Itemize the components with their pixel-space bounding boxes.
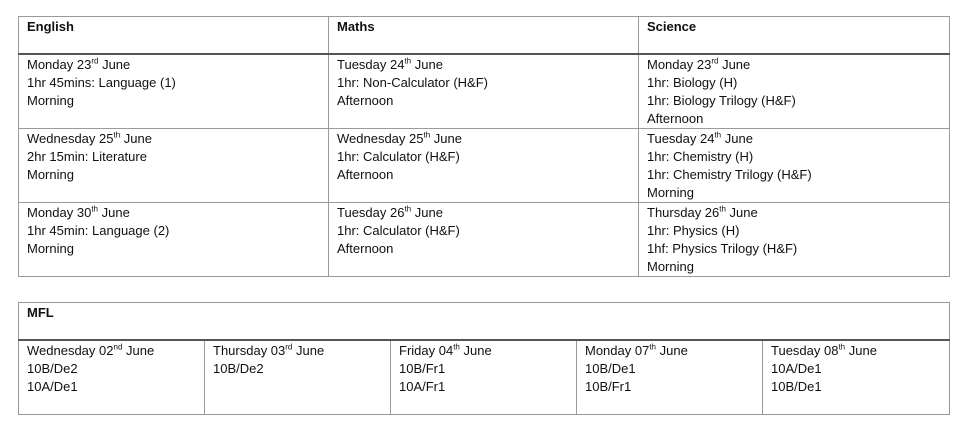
exam-date bbox=[771, 342, 941, 360]
exam-date bbox=[337, 130, 630, 148]
date-suffix: th bbox=[404, 204, 412, 214]
mfl-cell bbox=[763, 340, 950, 415]
exam-detail: 10B/Fr1 bbox=[585, 379, 632, 394]
date-suffix: rd bbox=[711, 56, 719, 66]
exam-date bbox=[27, 56, 320, 74]
exam-detail: 1hr: Physics (H) bbox=[647, 223, 740, 238]
exam-detail: 1hf: Physics Trilogy (H&F) bbox=[647, 241, 798, 256]
date-day: Tuesday 24 bbox=[337, 57, 405, 72]
exam-detail: 1hr: Biology Trilogy (H&F) bbox=[647, 93, 796, 108]
exam-header-row bbox=[19, 17, 950, 55]
date-suffix: rd bbox=[285, 342, 293, 352]
exam-detail: 1hr: Calculator (H&F) bbox=[337, 149, 460, 164]
header-science: Science bbox=[639, 17, 950, 55]
exam-date bbox=[27, 204, 320, 222]
exam-detail: Afternoon bbox=[647, 111, 704, 126]
exam-cell bbox=[19, 129, 329, 203]
exam-detail: 10B/De2 bbox=[27, 361, 78, 376]
date-month: June bbox=[292, 343, 325, 358]
exam-detail: 10B/De1 bbox=[771, 379, 822, 394]
table-row bbox=[19, 203, 950, 277]
exam-date bbox=[399, 342, 568, 360]
exam-detail: 10B/De1 bbox=[585, 361, 636, 376]
date-month: June bbox=[725, 205, 758, 220]
date-suffix: th bbox=[714, 130, 722, 140]
exam-timetable bbox=[18, 16, 950, 277]
exam-cell bbox=[19, 54, 329, 129]
mfl-header-row bbox=[19, 303, 950, 341]
date-month: June bbox=[721, 131, 753, 146]
exam-detail: 10A/Fr1 bbox=[399, 379, 446, 394]
exam-cell bbox=[329, 54, 639, 129]
date-month: June bbox=[411, 57, 443, 72]
date-suffix: th bbox=[404, 56, 412, 66]
date-day: Thursday 03 bbox=[213, 343, 286, 358]
mfl-cell bbox=[577, 340, 763, 415]
exam-detail: Afternoon bbox=[337, 167, 394, 182]
date-day: Thursday 26 bbox=[647, 205, 720, 220]
date-suffix: th bbox=[719, 204, 726, 214]
date-day: Wednesday 02 bbox=[27, 343, 114, 358]
exam-detail: 2hr 15min: Literature bbox=[27, 149, 147, 164]
exam-detail: 10A/De1 bbox=[771, 361, 822, 376]
date-month: June bbox=[845, 343, 877, 358]
date-month: June bbox=[98, 205, 130, 220]
date-suffix: th bbox=[649, 342, 656, 352]
exam-date bbox=[213, 342, 382, 360]
mfl-cell bbox=[205, 340, 391, 415]
date-suffix: th bbox=[113, 130, 121, 140]
exam-detail: Morning bbox=[27, 241, 74, 256]
mfl-timetable bbox=[18, 302, 950, 415]
date-day: Wednesday 25 bbox=[27, 131, 114, 146]
exam-date bbox=[647, 204, 941, 222]
exam-cell bbox=[639, 54, 950, 129]
exam-detail: 10A/De1 bbox=[27, 379, 78, 394]
exam-date bbox=[27, 342, 196, 360]
exam-cell bbox=[329, 203, 639, 277]
date-suffix: th bbox=[453, 342, 460, 352]
exam-cell bbox=[329, 129, 639, 203]
date-suffix: nd bbox=[113, 342, 123, 352]
exam-detail: 1hr: Chemistry Trilogy (H&F) bbox=[647, 167, 812, 182]
exam-detail: 1hr: Calculator (H&F) bbox=[337, 223, 460, 238]
date-month: June bbox=[459, 343, 492, 358]
exam-detail: Afternoon bbox=[337, 241, 394, 256]
mfl-cell bbox=[19, 340, 205, 415]
exam-detail: Morning bbox=[647, 259, 694, 274]
date-suffix: th bbox=[838, 342, 846, 352]
exam-detail: Afternoon bbox=[337, 93, 394, 108]
date-month: June bbox=[122, 343, 155, 358]
exam-date bbox=[27, 130, 320, 148]
exam-detail: 10B/De2 bbox=[213, 361, 264, 376]
date-suffix: th bbox=[91, 204, 98, 214]
date-day: Monday 07 bbox=[585, 343, 650, 358]
exam-detail: 1hr 45min: Language (2) bbox=[27, 223, 170, 238]
date-suffix: th bbox=[423, 130, 431, 140]
date-day: Friday 04 bbox=[399, 343, 454, 358]
date-month: June bbox=[656, 343, 688, 358]
exam-date bbox=[585, 342, 754, 360]
date-day: Tuesday 08 bbox=[771, 343, 839, 358]
exam-detail: 1hr: Biology (H) bbox=[647, 75, 738, 90]
date-month: June bbox=[430, 131, 462, 146]
table-row bbox=[19, 340, 950, 415]
exam-detail: 10B/Fr1 bbox=[399, 361, 446, 376]
header-maths: Maths bbox=[329, 17, 639, 55]
exam-cell bbox=[639, 129, 950, 203]
exam-date bbox=[647, 56, 941, 74]
exam-detail: 1hr 45mins: Language (1) bbox=[27, 75, 176, 90]
exam-date bbox=[337, 204, 630, 222]
header-english: English bbox=[19, 17, 329, 55]
date-day: Monday 23 bbox=[647, 57, 712, 72]
date-day: Monday 23 bbox=[27, 57, 92, 72]
date-month: June bbox=[120, 131, 152, 146]
date-suffix: rd bbox=[91, 56, 99, 66]
date-day: Monday 30 bbox=[27, 205, 92, 220]
table-row bbox=[19, 54, 950, 129]
date-month: June bbox=[98, 57, 131, 72]
exam-detail: 1hr: Non-Calculator (H&F) bbox=[337, 75, 488, 90]
exam-date bbox=[337, 56, 630, 74]
table-row bbox=[19, 129, 950, 203]
exam-detail: Morning bbox=[27, 167, 74, 182]
date-day: Wednesday 25 bbox=[337, 131, 424, 146]
exam-detail: Morning bbox=[27, 93, 74, 108]
mfl-cell bbox=[391, 340, 577, 415]
date-month: June bbox=[718, 57, 751, 72]
exam-cell bbox=[639, 203, 950, 277]
header-mfl: MFL bbox=[19, 303, 950, 341]
exam-cell bbox=[19, 203, 329, 277]
exam-detail: 1hr: Chemistry (H) bbox=[647, 149, 754, 164]
date-day: Tuesday 26 bbox=[337, 205, 405, 220]
exam-detail: Morning bbox=[647, 185, 694, 200]
date-month: June bbox=[411, 205, 443, 220]
date-day: Tuesday 24 bbox=[647, 131, 715, 146]
exam-date bbox=[647, 130, 941, 148]
